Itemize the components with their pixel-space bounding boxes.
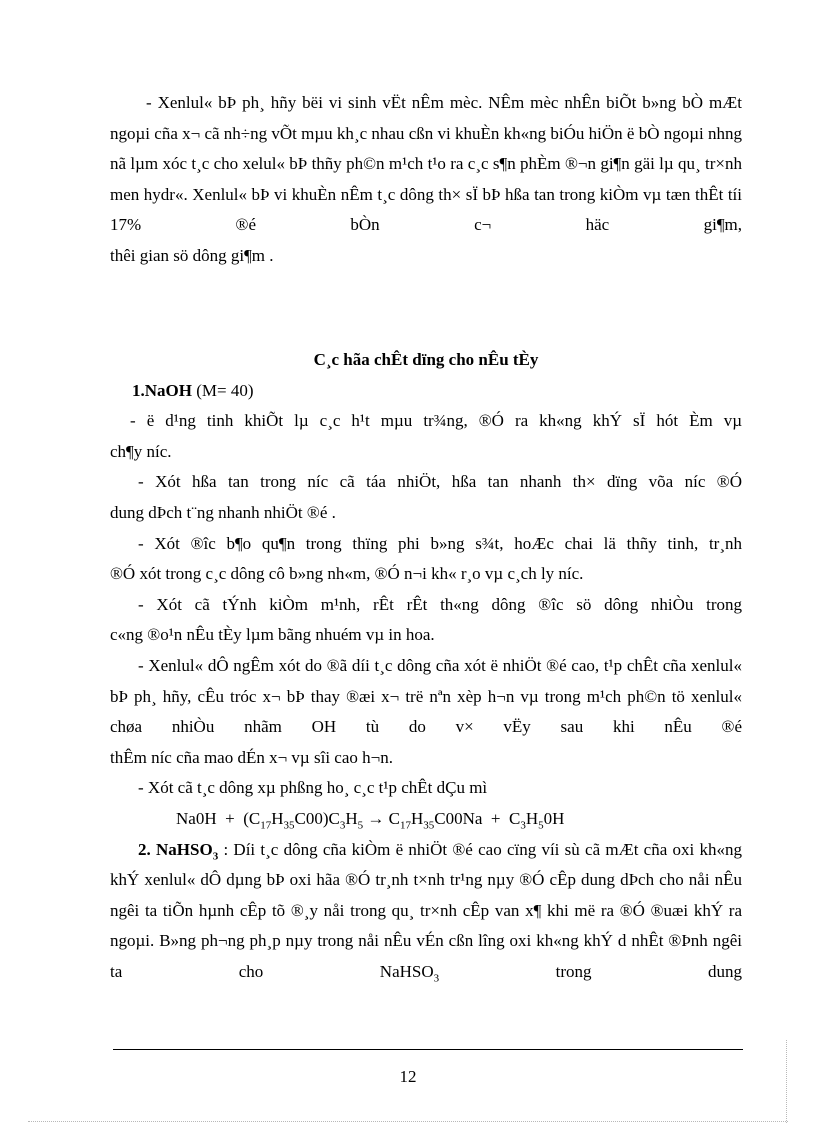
nahso3-number: 2. NaHSO$_3$ [138,839,219,862]
intro-paragraph-end [110,241,742,272]
naoh-paragraph-5-end [110,743,742,774]
naoh-number: 1.NaOH [132,380,192,400]
paragraph-line: - Xót ®îc b¶o qu¶n trong thïng phi b»ng s¾t, hoÆc chai lä thñy tinh, tr¸nh [138,533,742,553]
naoh-paragraph-1-end [110,437,742,468]
intro-line: bÒ mÆt ngoµi cña x¬ cã nh÷ng vÕt mµu kh¸c nhau cßn vi khuÈn kh«ng biÓu [110,93,743,143]
nahso3-paragraph [110,835,742,988]
page-border-right [786,1040,787,1123]
page-number: 12 [399,1067,417,1086]
naoh-title [110,376,742,407]
naoh-paragraph-2-end [110,498,742,529]
paragraph-line: chÊt cña xenlul« bÞ ph¸ hñy, cÊu tróc x¬ bÞ thay ®æi x¬ trë nªn xèp h¬n vµ [110,655,742,706]
eq-reactant-2: $(C_{17}H_{35}C00)C_3H_5$ [243,808,364,832]
eq-product-2: $C_3H_50H$ [509,808,565,832]
paragraph-line: ch¶y níc. [110,441,172,461]
paragraph-line: ®Ó xót trong c¸c dông cô b»ng nh«m, ®Ó n¬i kh« r¸o vµ c¸ch ly níc. [110,564,584,584]
intro-line: thêi gian sö dông gi¶m . [110,245,274,265]
paragraph-line: dung dÞch cho nåi nÊu ngêi ta tiÕn hµnh cÊp tõ ®¸y nåi trong qu¸ tr×nh cÊp [110,870,743,920]
intro-line: dông th× sÏ bÞ hßa tan trong kiÒm vµ tæn thÊt tíi 17% ®é bÒn c¬ häc gi¶m, [110,184,743,235]
paragraph-line: oxi kh«ng khÝ xenlul« dÔ dµng bÞ oxi hãa ®Ó tr¸nh t×nh tr¹ng nµy ®Ó cÊp [110,839,742,890]
intro-section [110,88,742,272]
naoh-molar-mass: (M= 40) [196,380,254,400]
eq-plus: + [225,808,235,828]
eq-arrow: → [367,808,385,828]
intro-line: hiÖn ë bÒ ngoµi nhng nã lµm xóc t¸c cho xelul« bÞ thñy ph©n m¹ch t¹o ra c¸c [110,123,743,174]
naoh-paragraph-1 [110,406,742,437]
paragraph-line: dung dÞch t¨ng nhanh nhiÖt ®é . [110,502,336,522]
chemicals-section [110,345,742,987]
naoh-paragraph-3 [110,529,742,560]
naoh-paragraph-3-end [110,559,742,590]
intro-line: - Xenlul« bÞ ph¸ hñy bëi vi sinh vËt nÊm mèc. NÊm mèc nhÊn biÕt b»ng [146,93,677,112]
naoh-paragraph-4 [110,590,742,621]
footer-rule [113,1049,743,1050]
page-border-bottom [28,1121,788,1122]
saponification-equation [110,804,742,835]
paragraph-line: trong m¹ch ph©n tö xenlul« chøa nhiÒu nhãm OH tù do v× vËy sau khi nÊu ®é [110,686,743,737]
intro-line: s¶n phÈm ®¬n gi¶n gäi lµ qu¸ tr×nh men hydr«. Xenlul« bÞ vi khuÈn nÊm t¸c [110,154,743,204]
paragraph-line: Díi t¸c dông cña kiÒm ë nhiÖt ®é cao cïng víi sù cã mÆt cña [228,839,668,859]
intro-paragraph [110,88,742,241]
paragraph-line: thÊm níc cña mao dÉn x¬ vµ sîi cao h¬n. [110,747,393,767]
eq-reactant-1: Na0H [176,808,217,828]
naoh-paragraph-5 [110,651,742,743]
section-heading: C¸c hãa chÊt dïng cho nÊu tÈy [313,350,539,369]
paragraph-line: - ë d¹ng tinh khiÕt lµ c¸c h¹t mµu tr¾ng, ®Ó ra kh«ng khÝ sÏ hót Èm vµ [130,411,742,431]
eq-plus: + [490,808,501,828]
naoh-paragraph-6: - Xót cã t¸c dông xµ phßng ho¸ c¸c t¹p chÊt dÇu mì [138,778,488,798]
eq-product-1: $C_{17}H_{35}C00Na$ [388,808,483,832]
paragraph-line: van x¶ khi më ra ®Ó ®uæi khÝ ra ngoµi. B»ng ph¬ng ph¸p nµy trong nåi nÊu [110,900,742,951]
paragraph-line: vÉn cßn lîng oxi kh«ng khÝ d nhÊt ®Þnh ngêi ta cho NaHSO$_3$ trong dung [110,931,743,985]
nahso3-colon: : [223,839,229,859]
naoh-paragraph-4-end [110,620,742,651]
paragraph-line: - Xenlul« dÔ ngÊm xót do ®ã díi t¸c dông cña xót ë nhiÖt ®é cao, t¹p [138,655,623,675]
paragraph-line: - Xót hßa tan trong níc cã táa nhiÖt, hßa tan nhanh th× dïng võa níc ®Ó [138,472,742,492]
paragraph-line: - Xót cã tÝnh kiÒm m¹nh, rÊt rÊt th«ng dông ®îc sö dông nhiÒu trong [138,594,742,614]
naoh-paragraph-2 [110,467,742,498]
paragraph-line: c«ng ®o¹n nÊu tÈy lµm bãng nhuém vµ in hoa. [110,625,435,645]
